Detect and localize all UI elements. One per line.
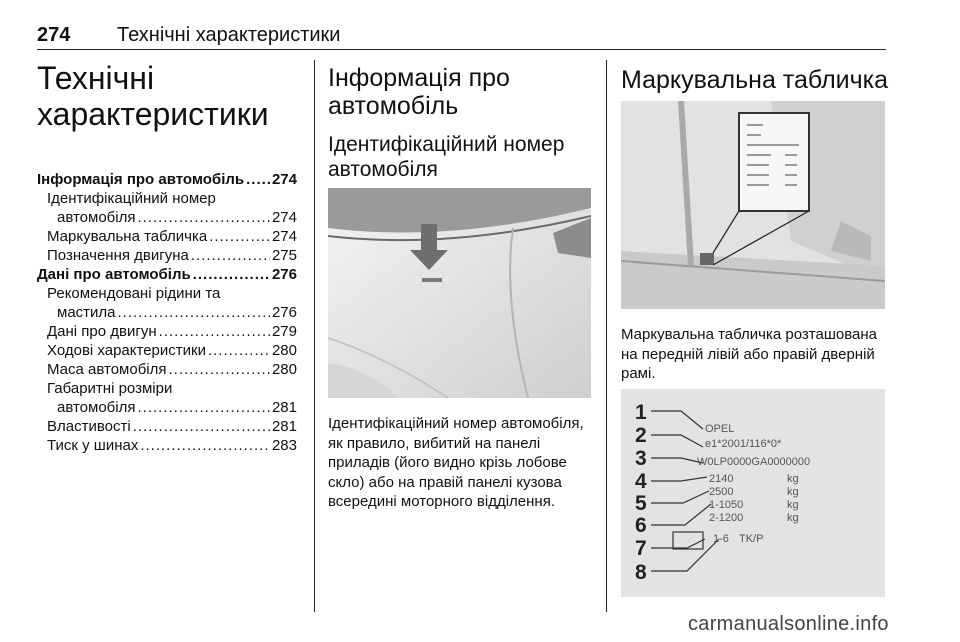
- toc-page-number: 283: [271, 437, 297, 454]
- toc-leader: [140, 436, 270, 455]
- toc-section[interactable]: [37, 170, 297, 189]
- toc-entry[interactable]: [37, 360, 297, 379]
- toc-page-number: 276: [271, 266, 297, 283]
- toc-leader: [133, 417, 270, 436]
- vin-caption: Ідентифікаційний номер автомобіля, як правило, вибитий на панелі приладів (його видно крізь лобове скло) або на правій панелі кузова всередині моторного відділення.: [328, 415, 584, 510]
- toc-entry-text: Позначення двигуна: [47, 247, 189, 264]
- plate-caption: Маркувальна табличка розташована на передній лівій або правій дверній рамі.: [621, 326, 877, 382]
- toc-page-number: 280: [271, 342, 297, 359]
- plate-line-7: 2-1200: [709, 512, 744, 524]
- toc-page-number: 276: [271, 304, 297, 321]
- toc-entry-text: Ходові характеристики: [47, 342, 206, 359]
- toc-entry[interactable]: [37, 341, 297, 360]
- toc-entry-text: мастила: [57, 304, 116, 321]
- toc-entry-text: Властивості: [47, 418, 131, 435]
- plate-unit-3: kg: [787, 499, 799, 511]
- toc-leader: [118, 303, 270, 322]
- plate-line-1: OPEL: [705, 423, 735, 435]
- watermark: carmanualsonline.info: [688, 613, 889, 635]
- toc-entry-text: Тиск у шинах: [47, 437, 139, 454]
- plate-unit-4: kg: [787, 512, 799, 524]
- toc-entry[interactable]: [37, 417, 297, 436]
- toc-entry[interactable]: [37, 436, 297, 455]
- toc-entry-text: Дані про двигун: [47, 323, 157, 340]
- plate-line-3: W0LP0000GA0000000: [697, 456, 811, 468]
- toc-entry[interactable]: [37, 398, 297, 417]
- toc-entry-text: Інформація про автомобіль: [37, 171, 245, 188]
- plate-line-8-left: 1-6: [713, 533, 729, 545]
- toc-page-number: 281: [271, 418, 297, 435]
- toc-entry-text: Маркувальна табличка: [47, 228, 208, 245]
- table-of-contents: [37, 170, 297, 455]
- toc-page-number: 279: [271, 323, 297, 340]
- plate-diagram: [621, 389, 885, 597]
- plate-unit-1: kg: [787, 473, 799, 485]
- toc-entry[interactable]: [37, 303, 297, 322]
- plate-heading: Маркувальна табличка: [621, 66, 889, 94]
- toc-leader: [137, 208, 269, 227]
- toc-leader: [246, 170, 270, 189]
- door-frame-image: [621, 101, 885, 309]
- toc-leader: [159, 322, 270, 341]
- plate-line-2: e1*2001/116*0*: [705, 438, 782, 450]
- plate-unit-2: kg: [787, 486, 799, 498]
- toc-entry-text: Дані про автомобіль: [37, 266, 191, 283]
- vin-location-image: [328, 188, 591, 398]
- toc-entry-text: автомобіля: [57, 399, 136, 416]
- chapter-title: Технічні характеристики: [37, 60, 269, 132]
- toc-page-number: 275: [271, 247, 297, 264]
- toc-entry-text: автомобіля: [57, 209, 136, 226]
- toc-entry-text: Маса автомобіля: [47, 361, 167, 378]
- plate-line-4: 2140: [709, 473, 734, 485]
- toc-page-number: 280: [271, 361, 297, 378]
- toc-entry[interactable]: [37, 322, 297, 341]
- column-divider-1: [314, 60, 315, 612]
- running-title: Технічні характеристики: [117, 24, 341, 46]
- toc-entry-label: Габаритні розміри: [47, 380, 173, 397]
- plate-line-5: 2500: [709, 486, 734, 498]
- page-number: 274: [37, 24, 71, 46]
- subsection-heading: Ідентифікаційний номер автомобіля: [328, 133, 565, 181]
- toc-leader: [209, 227, 270, 246]
- header-rule: [37, 49, 886, 50]
- callout-5: 5: [635, 492, 647, 515]
- callout-7: 7: [635, 537, 647, 560]
- toc-leader: [169, 360, 270, 379]
- toc-leader: [208, 341, 270, 360]
- toc-entry-label: Рекомендовані рідини та: [47, 285, 221, 302]
- plate-line-8-mid: TK/P: [739, 533, 764, 545]
- running-header: [37, 24, 341, 47]
- callout-3: 3: [635, 447, 647, 470]
- toc-entry-label: Ідентифікаційний номер: [47, 190, 216, 207]
- toc-leader: [191, 246, 270, 265]
- callout-2: 2: [635, 424, 647, 447]
- callout-6: 6: [635, 514, 647, 537]
- toc-section[interactable]: [37, 265, 297, 284]
- column-divider-2: [606, 60, 607, 612]
- toc-leader: [193, 265, 270, 284]
- toc-entry[interactable]: [37, 208, 297, 227]
- section-heading: Інформація про автомобіль: [328, 64, 510, 120]
- plate-inset: [739, 113, 809, 211]
- toc-entry[interactable]: [37, 227, 297, 246]
- callout-4: 4: [635, 470, 647, 493]
- toc-page-number: 274: [271, 209, 297, 226]
- toc-entry[interactable]: [37, 246, 297, 265]
- callout-8: 8: [635, 561, 647, 584]
- plate-line-6: 1-1050: [709, 499, 744, 511]
- toc-leader: [137, 398, 269, 417]
- toc-page-number: 274: [271, 228, 297, 245]
- toc-page-number: 274: [271, 171, 297, 188]
- toc-page-number: 281: [271, 399, 297, 416]
- callout-1: 1: [635, 401, 647, 424]
